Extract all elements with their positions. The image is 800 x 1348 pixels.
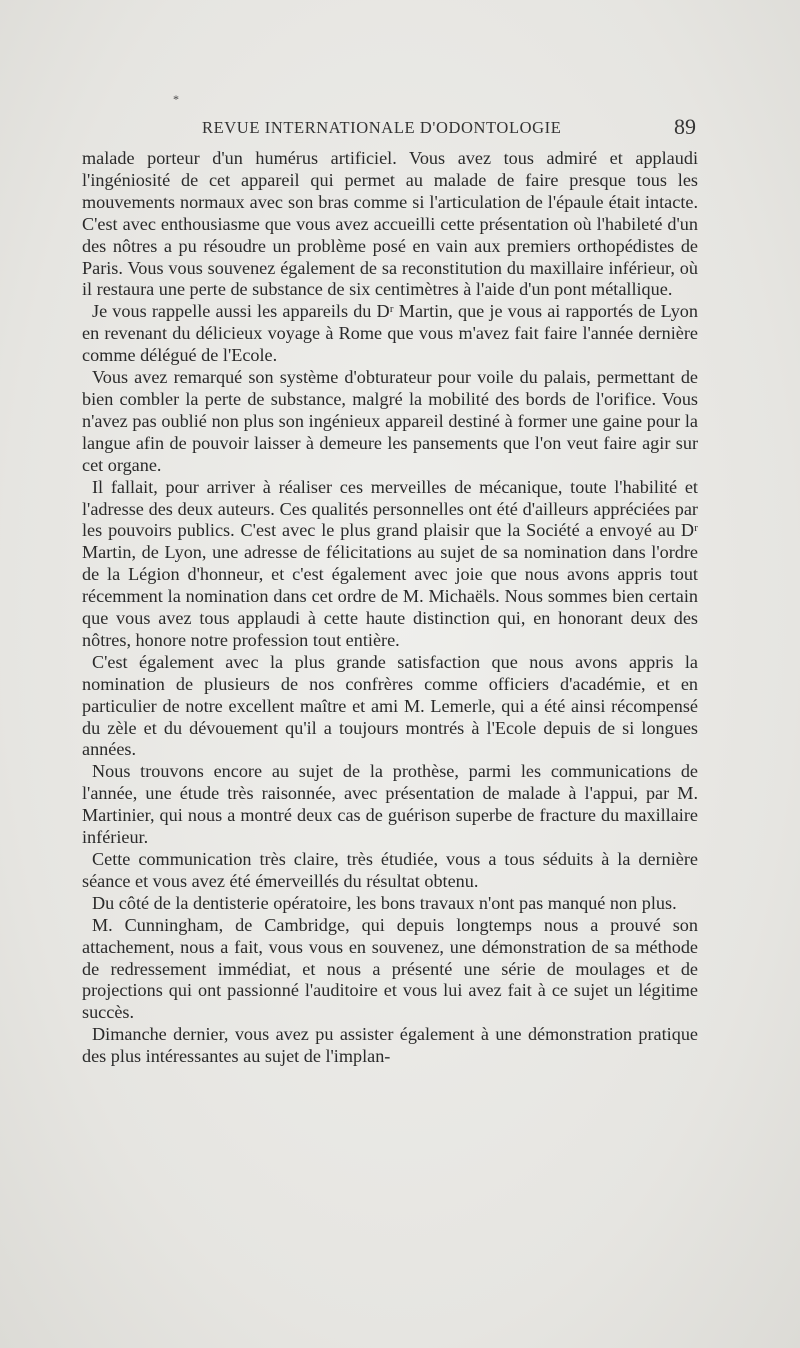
paragraph: Du côté de la dentisterie opératoire, les bons travaux n'ont pas manqué non plus.: [92, 892, 677, 913]
paragraph: Cette communication très claire, très étudiée, vous a tous séduits à la dernière séance et vous avez été émerveillés du résultat obtenu.: [82, 849, 698, 891]
printer-mark: *: [173, 92, 179, 106]
paragraph: Nous trouvons encore au sujet de la prothèse, parmi les communications de l'année, une étude très raisonnée, avec présentation de malade à l'appui, par M. Martinier, qui nous a montré deux cas de guérison superbe de fracture du maxillaire inférieur.: [82, 761, 698, 848]
page-number: 89: [674, 114, 696, 139]
paragraph: Dimanche dernier, vous avez pu assister également à une démonstration pratique des plus intéressantes au sujet de l'implan-: [82, 1024, 698, 1067]
journal-title: REVUE INTERNATIONALE D'ODONTOLOGIE: [202, 118, 562, 137]
paragraph: C'est également avec la plus grande satisfaction que nous avons appris la nomination de plusieurs de nos confrères comme officiers d'académie, et en particulier de notre excellent maître et ami M. Lemerle, qui a été ainsi récompensé du zèle et du dévouement qu'il a toujours montrés à l'Ecole depuis de si longues années.: [82, 651, 698, 760]
body-text: [82, 148, 698, 1068]
paragraph: Je vous rappelle aussi les appareils du Dʳ Martin, que je vous ai rapportés de Lyon en revenant du délicieux voyage à Rome que vous m'avez fait faire l'année dernière comme délégué de l'Ecole.: [82, 301, 698, 366]
running-head: [82, 114, 696, 140]
paragraph: Vous avez remarqué son système d'obturateur pour voile du palais, permettant de bien combler la perte de substance, malgré la mobilité des bords de l'orifice. Vous n'avez pas oublié non plus son ingénieux appareil destiné à former une gaine pour la langue afin de pouvoir laisser à demeure les pansements que l'on veut faire agir sur cet organe.: [82, 367, 698, 475]
paragraph: Il fallait, pour arriver à réaliser ces merveilles de mécanique, toute l'habilité et l'adresse des deux auteurs. Ces qualités personnelles ont été d'ailleurs appréciées par les pouvoirs publics. C'est avec le plus grand plaisir que la Société a envoyé au Dʳ Martin, de Lyon, une adresse de félicitations au sujet de sa nomination dans l'ordre de la Légion d'honneur, et c'est également avec joie que nous avons appris tout récemment la nomination dans cet ordre de M. Michaëls. Nous sommes bien certain que vous avez tous applaudi à cette haute distinction qui, en honorant deux des nôtres, honore notre profession tout entière.: [82, 476, 698, 650]
paragraph: M. Cunningham, de Cambridge, qui depuis longtemps nous a prouvé son attachement, nous a fait, vous vous en souvenez, une démonstration de sa méthode de redressement immédiat, et nous a présenté une série de moulages et de projections qui ont passionné l'auditoire et vous lui avez fait à ce sujet un légitime succès.: [82, 914, 698, 1023]
paragraph: malade porteur d'un humérus artificiel. Vous avez tous admiré et applaudi l'ingéniosité de cet appareil qui permet au malade de faire presque tous les mouvements normaux avec son bras comme si l'articulation de l'épaule était intacte. C'est avec enthousiasme que vous avez accueilli cette présentation où l'habileté d'un des nôtres a pu résoudre un problème posé en vain aux premiers orthopédistes de Paris. Vous vous souvenez également de sa reconstitution du maxillaire inférieur, où il restaura une perte de substance de six centimètres à l'aide d'un pont métallique.: [82, 148, 698, 300]
